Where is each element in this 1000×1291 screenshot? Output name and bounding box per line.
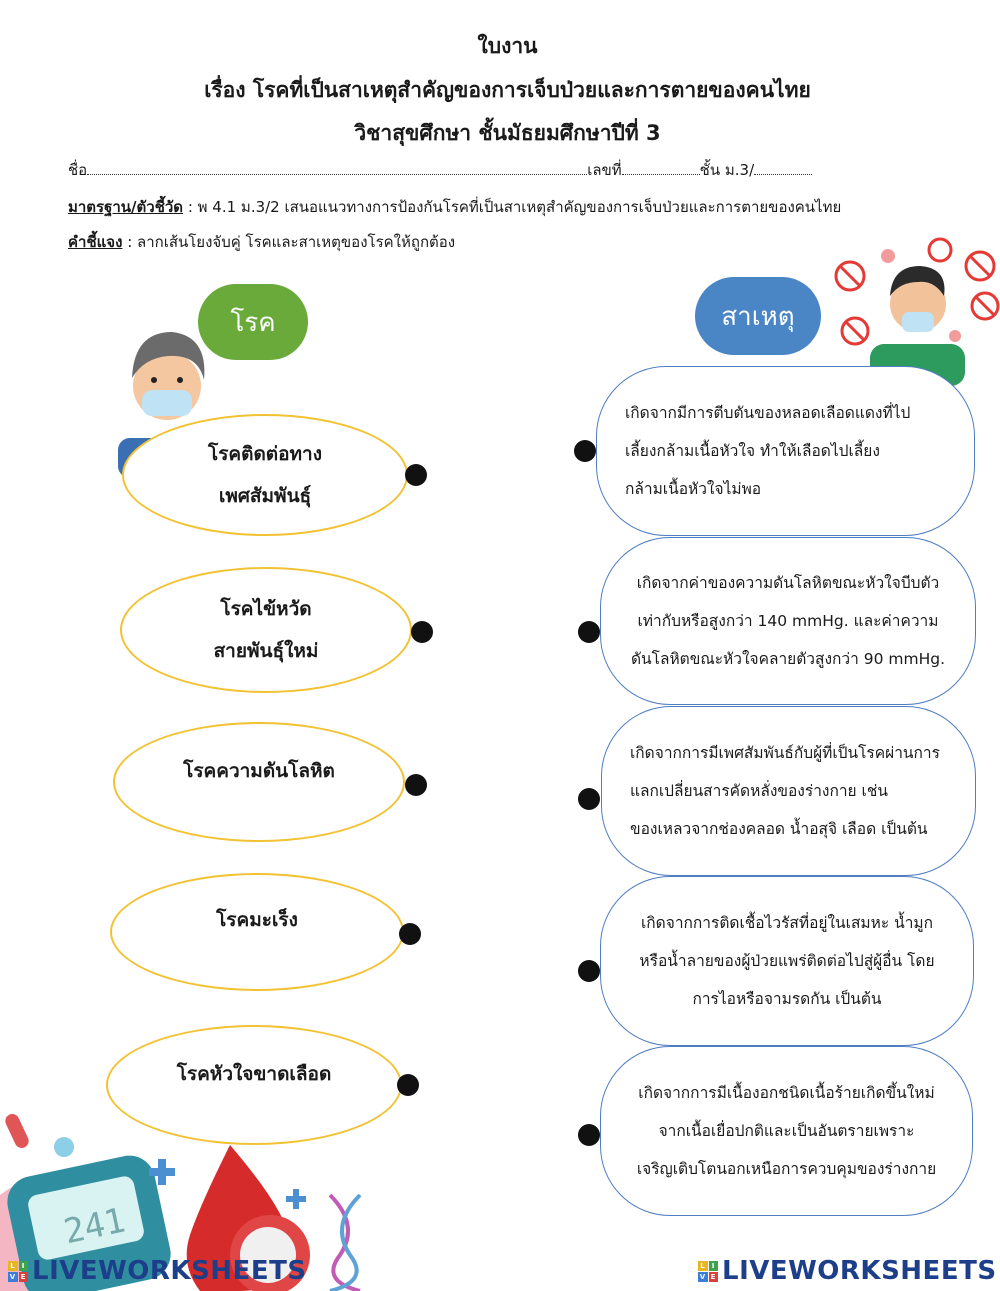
cause-item: [600, 537, 976, 705]
cause-text: เกิดจากการมีเพศสัมพันธ์กับผู้ที่เป็นโรคผ่านการ: [630, 744, 940, 762]
disease-text: โรคไข้หวัด: [220, 598, 312, 620]
disease-connector-dot[interactable]: [399, 923, 421, 945]
cause-text: เกิดจากการติดเชื้อไวรัสที่อยู่ในเสมหะ น้ำมูก: [641, 914, 933, 932]
worksheet-title: ใบงาน: [477, 34, 538, 58]
cause-connector-dot[interactable]: [578, 960, 600, 982]
standard-line: [68, 195, 841, 219]
liveworksheets-logo-right: [698, 1256, 997, 1286]
cause-column-header: สาเหตุ: [695, 277, 821, 355]
cause-text: ดันโลหิตขณะหัวใจคลายตัวสูงกว่า 90 mmHg.: [630, 650, 946, 668]
cause-text: แลกเปลี่ยนสารคัดหลั่งของร่างกาย เช่น: [630, 782, 888, 800]
disease-item: [120, 567, 412, 693]
disease-connector-dot[interactable]: [405, 464, 427, 486]
disease-text: โรคหัวใจขาดเลือด: [176, 1063, 332, 1085]
number-label: เลขที่: [587, 161, 622, 179]
cause-item: [600, 876, 974, 1046]
cause-text: กล้ามเนื้อหัวใจไม่พอ: [625, 480, 762, 498]
disease-connector-dot[interactable]: [397, 1074, 419, 1096]
cause-text: เกิดจากมีการตีบตันของหลอดเลือดแดงที่ไป: [625, 404, 911, 422]
cause-text: ของเหลวจากช่องคลอด น้ำอสุจิ เลือด เป็นต้น: [630, 820, 928, 838]
disease-connector-dot[interactable]: [405, 774, 427, 796]
worksheet-subtitle: เรื่อง โรคที่เป็นสาเหตุสำคัญของการเจ็บป่วยและการตายของคนไทย: [204, 78, 811, 102]
cause-text: เกิดจากค่าของความดันโลหิตขณะหัวใจบีบตัว: [636, 574, 940, 592]
class-blank[interactable]: [754, 160, 812, 175]
cause-text: เกิดจากการมีเนื้องอกชนิดเนื้อร้ายเกิดขึ้นใหม่: [638, 1084, 935, 1102]
cause-text: เลี้ยงกล้ามเนื้อหัวใจ ทำให้เลือดไปเลี้ยง: [625, 442, 880, 460]
disease-column-header: โรค: [198, 284, 308, 360]
cause-text: เท่ากับหรือสูงกว่า 140 mmHg. และค่าความ: [637, 612, 939, 630]
cause-item: [600, 1046, 973, 1216]
name-blank[interactable]: [87, 160, 587, 175]
disease-item: [110, 873, 404, 991]
instruction-label: คำชี้แจง: [68, 233, 123, 251]
monitor-reading: 241: [60, 1200, 129, 1253]
disease-connector-dot[interactable]: [411, 621, 433, 643]
number-blank[interactable]: [622, 160, 700, 175]
liveworksheets-text: LIVEWORKSHEETS: [32, 1256, 307, 1286]
cause-item: [601, 706, 976, 876]
worksheet-subject: วิชาสุขศึกษา ชั้นมัธยมศึกษาปีที่ 3: [354, 121, 661, 145]
disease-text: โรคติดต่อทาง: [207, 443, 323, 465]
class-label: ชั้น ม.3/: [699, 161, 755, 179]
cause-item: [596, 366, 975, 536]
liveworksheets-icon: L I V E: [698, 1261, 718, 1281]
cause-text: หรือน้ำลายของผู้ป่วยแพร่ติดต่อไปสู่ผู้อื่น โดย: [639, 952, 935, 970]
disease-text: โรคความดันโลหิต: [183, 760, 335, 782]
cause-connector-dot[interactable]: [578, 621, 600, 643]
standard-label: มาตรฐาน/ตัวชี้วัด: [68, 198, 184, 216]
disease-item: [113, 722, 405, 842]
instruction-line: [68, 230, 455, 254]
student-info-line: [68, 158, 812, 182]
cause-connector-dot[interactable]: [578, 1124, 600, 1146]
disease-text: สายพันธุ์ใหม่: [213, 640, 319, 662]
cause-text: จากเนื้อเยื่อปกติและเป็นอันตรายเพราะ: [658, 1122, 915, 1140]
cause-connector-dot[interactable]: [574, 440, 596, 462]
disease-text: โรคมะเร็ง: [216, 909, 298, 931]
instruction-text: : ลากเส้นโยงจับคู่ โรคและสาเหตุของโรคให้ถูกต้อง: [122, 233, 456, 251]
cause-text: การไอหรือจามรดกัน เป็นต้น: [692, 990, 882, 1008]
liveworksheets-icon: L I V E: [8, 1261, 28, 1281]
germs-person-illustration: [830, 236, 1000, 386]
disease-text: เพศสัมพันธุ์: [218, 485, 312, 507]
liveworksheets-logo-left: [8, 1256, 307, 1286]
standard-text: : พ 4.1 ม.3/2 เสนอแนวทางการป้องกันโรคที่เป็นสาเหตุสำคัญของการเจ็บป่วยและการตายของคนไทย: [183, 198, 842, 216]
disease-item: [122, 414, 408, 536]
liveworksheets-text: LIVEWORKSHEETS: [722, 1256, 997, 1286]
name-label: ชื่อ: [68, 161, 88, 179]
cause-text: เจริญเติบโตนอกเหนือการควบคุมของร่างกาย: [636, 1160, 937, 1178]
cause-connector-dot[interactable]: [578, 788, 600, 810]
